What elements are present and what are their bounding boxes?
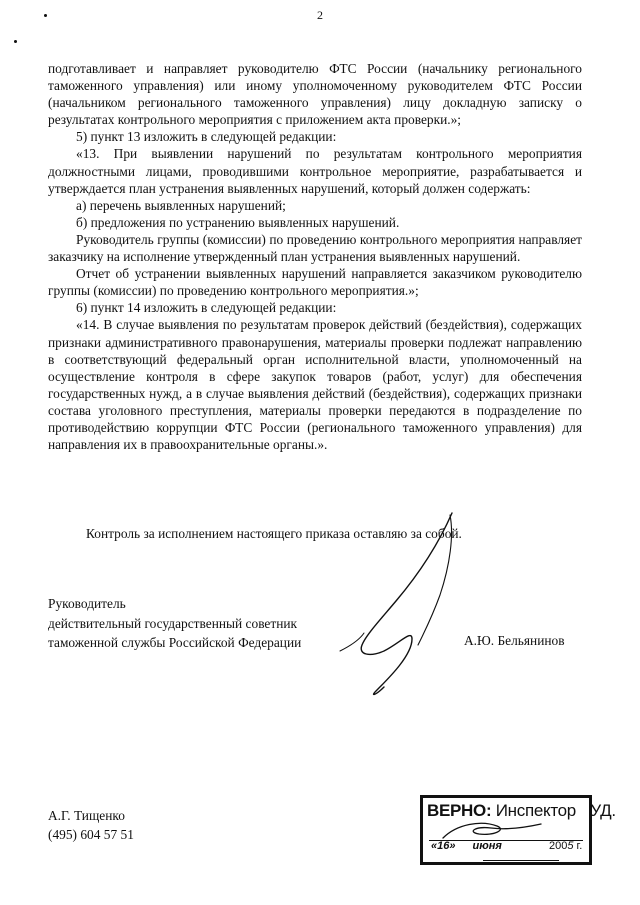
signer-rank: действительный государственный советник — [48, 615, 298, 631]
executor-phone: (495) 604 57 51 — [48, 827, 134, 842]
paragraph-subitem-b: б) предложения по устранению выявленных нарушений. — [76, 214, 400, 230]
paragraph-clause-13: «13. При выявлении нарушений по результатам контрольного мероприятия должностными лицами, проводившими контрольное мероприятие, разрабатывается и утверждается план устранения выявленных нарушений, который должен содержать: — [48, 146, 582, 196]
paragraph-group-leader: Руководитель группы (комиссии) по проведению контрольного мероприятия направляет заказчику на исполнение утвержденный план устранения выявленных нарушений. — [48, 231, 582, 265]
signer-block — [48, 594, 301, 653]
stamp-date-g: г. — [576, 840, 583, 852]
page-number: 2 — [317, 8, 323, 22]
stamp-verno: ВЕРНО: — [427, 801, 492, 820]
stamp-date — [431, 840, 585, 852]
handwritten-signature — [300, 505, 510, 705]
document-body — [48, 60, 582, 453]
signer-name: А.Ю. Бельянинов — [464, 633, 565, 648]
stamp-date-year-suffix: 5 — [567, 840, 574, 852]
paragraph-clause-14: «14. В случае выявления по результатам проверок действий (бездействия), содержащих признаки административного правонарушения, материалы проверки подлежат направлению в соответствующий федеральный орган исполнительной власти, уполномоченный на осуществление контроля в сфере закупок товаров (работ, услуг) для обеспечения государственных нужд, а в случае выявления действий (бездействия), содержащих признаки состава уголовного преступления, материалы проверки передаются в подразделение по противодействию коррупции ФТС России (регионального таможенного управления) для направления их в правоохранительные органы.». — [48, 317, 582, 453]
stamp-signature-scribble — [423, 798, 589, 862]
stamp-date-year-prefix: 200 — [549, 840, 568, 852]
paragraph-subitem-a: а) перечень выявленных нарушений; — [76, 197, 286, 213]
executor-name: А.Г. Тищенко — [48, 808, 125, 823]
closing-statement: Контроль за исполнением настоящего приказа оставляю за собой. — [86, 526, 462, 541]
scan-speck — [44, 14, 47, 17]
stamp-position: Инспектор — [495, 801, 576, 820]
paragraph-continuation: подготавливает и направляет руководителю ФТС России (начальнику регионального таможенного управления) или иному уполномоченному руководителем ФТС России (начальником регионального таможенного управления) лицу докладную записку о результатах контрольного мероприятия с приложением акта проверки.»; — [48, 61, 582, 128]
signer-title: Руководитель — [48, 596, 126, 611]
stamp-dept: УД. — [590, 801, 616, 820]
certification-stamp — [420, 795, 616, 865]
stamp-date-day: «16» — [431, 840, 456, 852]
signer-service: таможенной службы Российской Федерации — [48, 635, 302, 650]
executor-block — [48, 806, 134, 844]
paragraph-item-5: 5) пункт 13 изложить в следующей редакции: — [76, 129, 337, 145]
stamp-date-month: июня — [472, 840, 502, 852]
paragraph-item-6: 6) пункт 14 изложить в следующей редакции: — [76, 300, 337, 316]
scan-speck — [14, 40, 17, 43]
paragraph-report: Отчет об устранении выявленных нарушений направляется заказчиком руководителю группы (комиссии) по проведению контрольного мероприятия.»; — [48, 266, 582, 299]
